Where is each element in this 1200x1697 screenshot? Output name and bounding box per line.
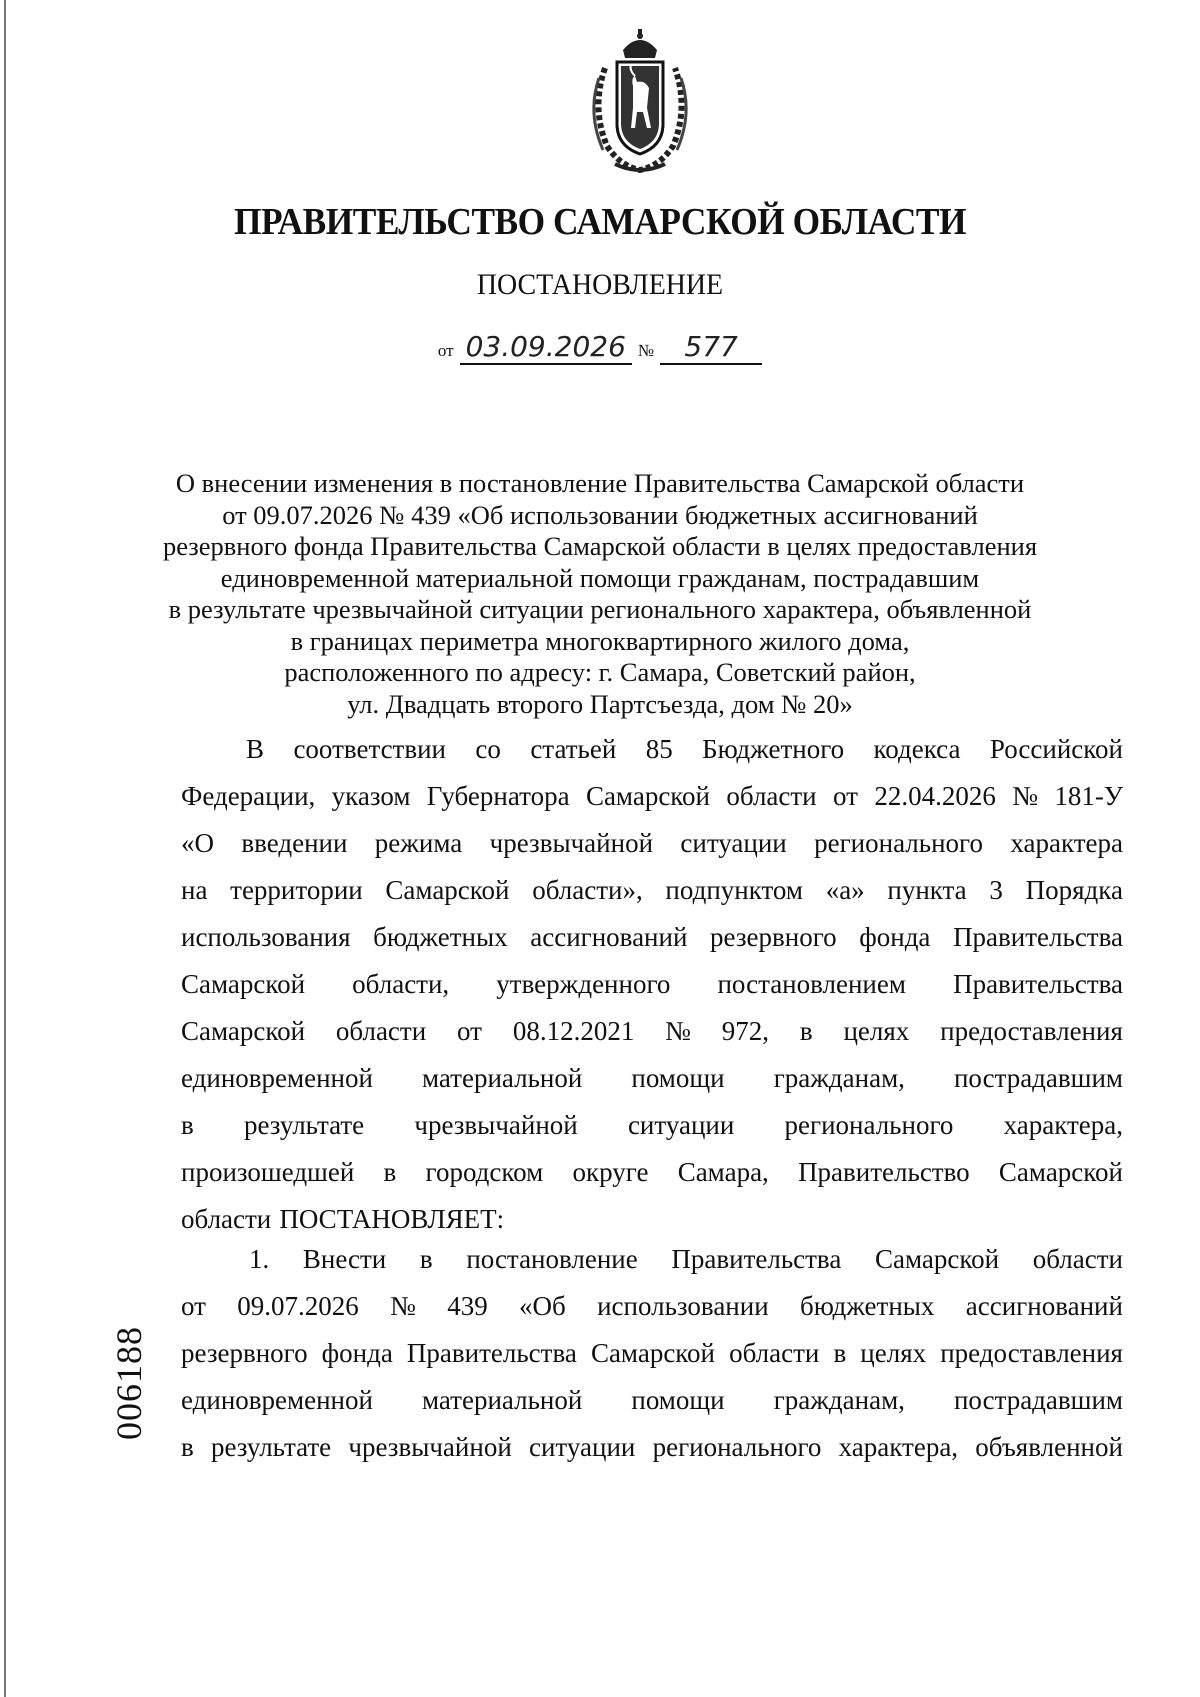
text-word: чрезвычайной <box>414 1110 578 1140</box>
date-number-line <box>0 330 1200 365</box>
text-word: постановление <box>466 1244 638 1274</box>
text-word: Самарской <box>998 1157 1123 1187</box>
text-word: единовременной <box>181 1063 373 1093</box>
text-word: «О <box>181 828 214 858</box>
text-word: использовании <box>597 1291 769 1321</box>
text-word: «а» <box>825 875 865 905</box>
text-word: 3 <box>989 875 1003 905</box>
text-line <box>181 1330 1123 1377</box>
text-word: Самара, <box>677 1157 769 1187</box>
text-word: территории <box>230 875 363 905</box>
text-word: использования <box>181 922 351 952</box>
text-word: № <box>665 1016 691 1046</box>
text-word: области <box>729 1338 820 1368</box>
text-word: утвержденного <box>496 969 671 999</box>
text-word: целях <box>843 1016 910 1046</box>
text-word: введении <box>241 828 348 858</box>
text-word: подпунктом <box>665 875 803 905</box>
text-word: регионального <box>814 828 983 858</box>
text-line <box>181 1424 1123 1471</box>
date-prefix: от <box>437 341 454 360</box>
text-word: в <box>799 1016 813 1046</box>
text-word: целях <box>860 1338 927 1368</box>
text-word: Губернатора <box>426 781 570 811</box>
text-word: постановлением <box>717 969 906 999</box>
text-word: Бюджетного <box>702 734 845 764</box>
text-word: характера, <box>1003 1110 1123 1140</box>
text-word: Правительства <box>953 969 1123 999</box>
subject-line: от 09.07.2026 № 439 «Об использовании бюджетных ассигнований <box>222 499 978 530</box>
text-word: от <box>457 1016 482 1046</box>
text-word: области <box>726 781 817 811</box>
text-word: Самарской <box>385 875 510 905</box>
side-registration-stamp: 006188 <box>109 1326 149 1440</box>
subject-line: расположенного по адресу: г. Самара, Советский район, <box>284 657 916 687</box>
text-line <box>181 1149 1123 1196</box>
text-word: Правительства <box>671 1244 842 1274</box>
text-word: № <box>390 1291 416 1321</box>
text-word: пункта <box>887 875 967 905</box>
samara-coat-of-arms-icon <box>585 28 695 178</box>
text-word: режима <box>374 828 463 858</box>
text-word: Самарской <box>181 969 306 999</box>
text-word: 1. <box>249 1244 270 1274</box>
text-word: области <box>181 1204 272 1234</box>
text-word: произошедшей <box>181 1157 355 1187</box>
text-word: соответствии <box>293 734 446 764</box>
text-word: со <box>475 734 501 764</box>
text-word: области», <box>532 875 643 905</box>
text-line <box>181 867 1123 914</box>
text-word: ситуации <box>680 828 787 858</box>
text-word: в <box>383 1157 397 1187</box>
text-word: результате <box>243 1110 365 1140</box>
text-line <box>181 726 1123 773</box>
text-word: фонда <box>859 922 931 952</box>
text-word: указом <box>331 781 411 811</box>
text-word: ситуации <box>529 1432 636 1462</box>
text-word: № <box>1012 781 1038 811</box>
text-line <box>181 1236 1123 1283</box>
text-word: помощи <box>631 1385 725 1415</box>
text-word: в <box>181 1432 194 1462</box>
text-word: Самарской <box>874 1244 1000 1274</box>
scan-edge-line <box>4 0 6 1697</box>
text-word: ситуации <box>627 1110 735 1140</box>
text-word: Внести <box>302 1244 387 1274</box>
subject-line: в результате чрезвычайной ситуации регионального характера, объявленной <box>168 594 1032 624</box>
text-word: 972, <box>721 1016 770 1046</box>
subject-line: единовременной материальной помощи гражданам, пострадавшим <box>220 562 980 593</box>
text-word: 09.07.2026 <box>237 1291 359 1321</box>
text-word: Самарской <box>590 1338 715 1368</box>
text-word: Правительства <box>953 922 1123 952</box>
text-word: объявленной <box>975 1432 1123 1462</box>
text-word: Самарской <box>181 1016 306 1046</box>
text-line <box>181 961 1123 1008</box>
text-word: Российской <box>989 734 1123 764</box>
text-word: в <box>181 1110 194 1140</box>
text-word: 22.04.2026 <box>874 781 996 811</box>
text-word: ПОСТАНОВЛЯЕТ: <box>279 1204 505 1234</box>
text-word: гражданам, <box>773 1063 905 1093</box>
text-word: округе <box>572 1157 649 1187</box>
text-word: Правительства <box>406 1338 577 1368</box>
text-word: бюджетных <box>373 922 508 952</box>
text-line <box>181 1283 1123 1330</box>
text-word: фонда <box>321 1338 393 1368</box>
text-line <box>181 820 1123 867</box>
text-line <box>181 1377 1123 1424</box>
text-word: результате <box>210 1432 332 1462</box>
text-word: кодекса <box>873 734 961 764</box>
text-word: ассигнований <box>965 1291 1123 1321</box>
text-word: пострадавшим <box>953 1385 1123 1415</box>
text-word: характера, <box>838 1432 959 1462</box>
text-word: регионального <box>652 1432 822 1462</box>
text-line <box>181 773 1123 820</box>
text-word: единовременной <box>181 1385 373 1415</box>
document-type: ПОСТАНОВЛЕНИЕ <box>476 268 724 301</box>
subject-line: О внесении изменения в постановление Правительства Самарской области <box>175 468 1025 498</box>
text-word: В <box>246 734 265 764</box>
text-word: Правительство <box>798 1157 970 1187</box>
document-date: 03.09.2026 <box>460 330 632 365</box>
text-word: статьей <box>530 734 617 764</box>
text-line <box>181 1008 1123 1055</box>
text-line <box>181 1055 1123 1102</box>
subject-line: резервного фонда Правительства Самарской области в целях предоставления <box>162 531 1038 561</box>
document-number: 577 <box>660 330 762 365</box>
text-word: гражданам, <box>773 1385 905 1415</box>
subject-line: ул. Двадцать второго Партсъезда, дом № 20» <box>347 688 853 719</box>
text-word: пострадавшим <box>953 1063 1123 1093</box>
text-word: городском <box>425 1157 544 1187</box>
text-word: области <box>335 1016 427 1046</box>
text-word: материальной <box>421 1063 583 1093</box>
text-word: «Об <box>519 1291 566 1321</box>
number-prefix: № <box>637 341 655 360</box>
text-word: предоставления <box>940 1338 1123 1368</box>
text-word: области, <box>352 969 450 999</box>
government-title: ПРАВИТЕЛЬСТВО САМАРСКОЙ ОБЛАСТИ <box>233 201 967 243</box>
text-word: резервного <box>710 922 837 952</box>
text-word: Самарской <box>585 781 710 811</box>
text-word: бюджетных <box>799 1291 935 1321</box>
text-word: резервного <box>181 1338 308 1368</box>
text-word: чрезвычайной <box>489 828 654 858</box>
preamble-paragraph <box>181 726 1123 1243</box>
text-word: на <box>181 875 208 905</box>
text-word: от <box>833 781 858 811</box>
text-word: от <box>181 1291 206 1321</box>
text-word: Федерации, <box>181 781 316 811</box>
text-word: материальной <box>421 1385 583 1415</box>
text-word: предоставления <box>940 1016 1123 1046</box>
text-word: чрезвычайной <box>348 1432 512 1462</box>
text-line <box>181 1102 1123 1149</box>
text-word: 439 <box>447 1291 488 1321</box>
text-word: 181-У <box>1054 781 1123 811</box>
text-word: области <box>1032 1244 1123 1274</box>
text-word: ассигнований <box>530 922 688 952</box>
text-word: в <box>419 1244 433 1274</box>
document-subject <box>160 468 1040 720</box>
text-word: помощи <box>631 1063 725 1093</box>
item-1-paragraph <box>181 1236 1123 1471</box>
text-word: 08.12.2021 <box>512 1016 635 1046</box>
text-word: Порядка <box>1025 875 1123 905</box>
text-line <box>181 914 1123 961</box>
text-word: 85 <box>645 734 673 764</box>
text-word: характера <box>1010 828 1123 858</box>
text-word: в <box>833 1338 847 1368</box>
text-word: регионального <box>784 1110 954 1140</box>
subject-line: в границах периметра многоквартирного жилого дома, <box>290 625 910 656</box>
